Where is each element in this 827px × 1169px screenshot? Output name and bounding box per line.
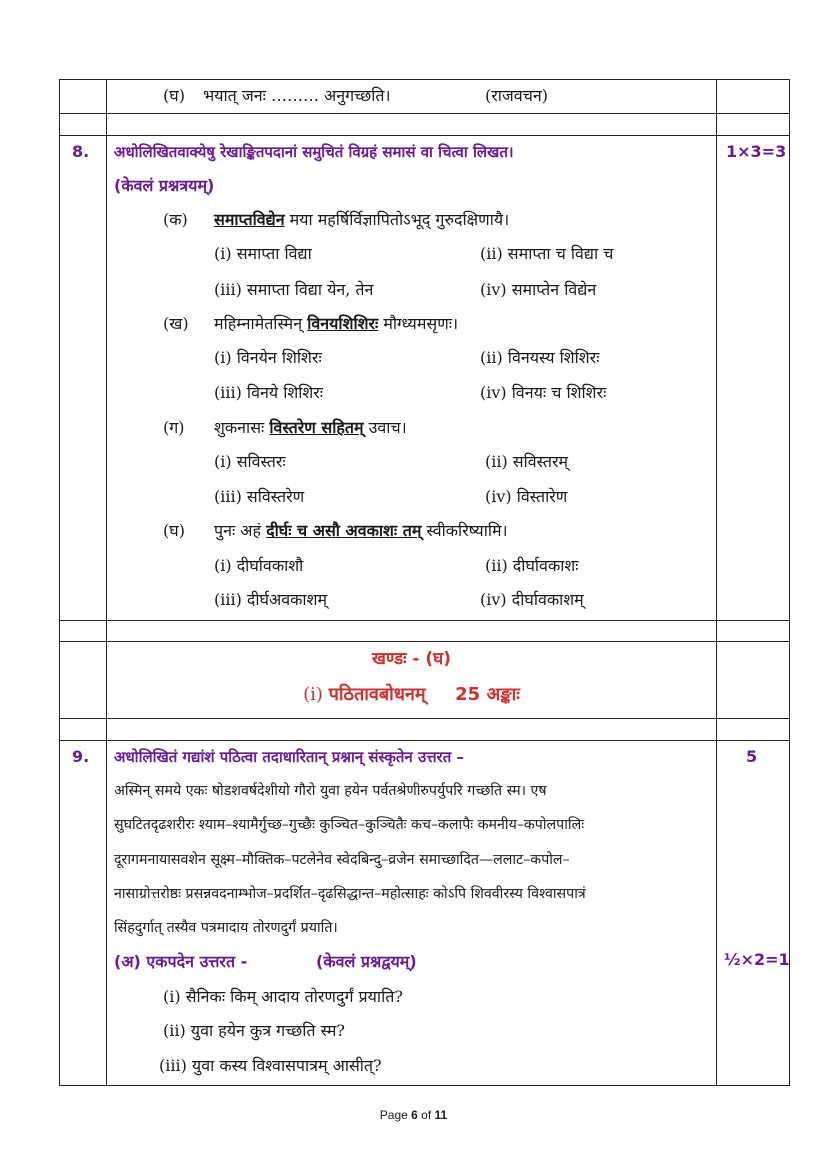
sentence-before: शुकनासः: [214, 418, 270, 437]
section-title: खण्डः - (घ): [372, 649, 451, 669]
row-line: [59, 79, 789, 80]
sub-question-label: (अ) एकपदेन उत्तरत -: [114, 952, 248, 971]
row-line: [59, 113, 789, 114]
footer-mid: of: [417, 1108, 435, 1122]
option: (ii) सविस्तरम्: [485, 452, 569, 471]
question-instruction: अधोलिखितं गद्यांशं पठित्वा तदाधारितान् प्रश्नान् संस्कृतेन उत्तरत –: [114, 748, 464, 766]
item-marker: (क): [163, 210, 188, 229]
item-hint: (राजवचन): [485, 86, 548, 105]
item-sentence: [214, 314, 458, 334]
item-text: भयात् जनः ……… अनुगच्छति।: [203, 86, 391, 105]
option: (iii) समाप्ता विद्या येन, तेन: [214, 280, 374, 299]
passage-line: अस्मिन् समये एकः षोडशवर्षदेशीयो गौरो युवा हयेन पर्वतश्रेणीरुपर्युपरि गच्छति स्म। एष: [114, 783, 547, 799]
sentence-after: मौग्ध्यमसृणः।: [378, 314, 459, 333]
underlined-word: समाप्तविद्येन: [214, 210, 285, 229]
row-line: [59, 718, 789, 719]
section-sub-num: (i): [303, 684, 323, 705]
option: (iii) विनये शिशिरः: [214, 383, 324, 402]
marks: 5: [746, 747, 758, 766]
underlined-word: दीर्घः च असौ अवकाशः तम्: [266, 521, 422, 540]
item-sentence: [214, 210, 509, 230]
footer-prefix: Page: [379, 1108, 412, 1122]
passage-line: नासाग्रोत्तरोष्ठः प्रसन्नवदनाम्भोज–प्रदर्शित–दृढसिद्धान्त–महोत्साहः कोऽपि शिववीरस्य विश्वासपात्रं: [114, 886, 586, 902]
option: (i) समाप्ता विद्या: [214, 244, 312, 263]
sentence-after: मया महर्षिर्विज्ञापितोऽभूद् गुरुदक्षिणायै।: [284, 210, 510, 229]
option: (ii) दीर्घावकाशः: [485, 556, 579, 575]
item-marker: (ग): [163, 418, 185, 437]
option: (iv) समाप्तेन विद्येन: [480, 280, 597, 299]
col-line: [789, 79, 790, 1086]
item-sentence: [214, 521, 508, 541]
item-marker: (ख): [163, 314, 189, 333]
option: (ii) विनयस्य शिशिरः: [480, 348, 600, 367]
col-line: [106, 79, 107, 1086]
sub-question: (ii) युवा हयेन कुत्र गच्छति स्म?: [163, 1021, 345, 1040]
option: (i) विनयेन शिशिरः: [214, 348, 322, 367]
option: (iv) विस्तारेण: [485, 487, 568, 506]
option: (i) सविस्तरः: [214, 452, 286, 471]
sub-question-note: (केवलं प्रश्नद्वयम्): [316, 952, 417, 971]
passage-line: सुघटितदृढशरीरः श्याम–श्यामैर्गुच्छ–गुच्छैः कुञ्चित–कुञ्चितैः कच–कलापैः कमनीय–कपोलपालिः: [114, 817, 585, 833]
footer-total: 11: [434, 1108, 448, 1122]
underlined-word: विस्तरेण सहितम्: [269, 418, 364, 437]
question-number: 8.: [72, 142, 90, 161]
item-marker: (घ): [163, 86, 185, 105]
marks: 1×3=3: [726, 142, 787, 161]
item-sentence: [214, 418, 407, 438]
option: (iv) विनयः च शिशिरः: [480, 383, 607, 402]
sub-marks: ½×2=1: [724, 950, 790, 969]
option: (ii) समाप्ता च विद्या च: [480, 244, 614, 263]
row-line: [59, 740, 789, 741]
sub-question: (i) सैनिकः किम् आदाय तोरणदुर्गं प्रयाति?: [163, 987, 403, 1006]
sentence-after: स्वीकरिष्यामि।: [421, 521, 508, 540]
item-marker: (घ): [163, 521, 185, 540]
row-line: [59, 641, 789, 642]
page-footer: [0, 1108, 827, 1122]
section-title-wrap: [107, 648, 716, 670]
question-instruction: अधोलिखितवाक्येषु रेखाङ्कितपदानां समुचितं विग्रहं समासं वा चित्वा लिखत।: [114, 143, 514, 161]
sub-question: (iii) युवा कस्य विश्वासपात्रम् आसीत्?: [159, 1056, 382, 1075]
question-number: 9.: [72, 747, 90, 766]
question-note: (केवलं प्रश्नत्रयम्): [114, 176, 215, 195]
option: (iv) दीर्घावकाशम्: [480, 590, 584, 609]
option: (iii) दीर्घअवकाशम्: [214, 590, 328, 609]
section-sub-marks: 25 अङ्काः: [455, 684, 520, 705]
underlined-word: विनयशिशिरः: [307, 314, 379, 333]
passage-line: सिंहदुर्गात् तस्यैव पत्रमादाय तोरणदुर्गं प्रयाति।: [114, 920, 338, 936]
col-line: [716, 79, 717, 1086]
row-line: [59, 620, 789, 621]
option: (i) दीर्घावकाशौ: [214, 556, 304, 575]
section-subtitle: [107, 683, 716, 707]
footer-page: 6: [411, 1108, 418, 1122]
sentence-after: उवाच।: [363, 418, 407, 437]
row-line: [59, 1085, 789, 1086]
passage-line: दूरागमनायासवशेन सूक्ष्म–मौक्तिक–पटलेनेव स्वेदबिन्दु–व्रजेन समाच्छादित—ललाट–कपोल–: [114, 852, 570, 868]
row-line: [59, 135, 789, 136]
sentence-before: पुनः अहं: [214, 521, 267, 540]
section-sub-title: पठितावबोधनम्: [328, 684, 426, 705]
sentence-before: महिम्नामेतस्मिन्: [214, 314, 308, 333]
col-line: [59, 79, 60, 1086]
option: (iii) सविस्तरेण: [214, 487, 305, 506]
